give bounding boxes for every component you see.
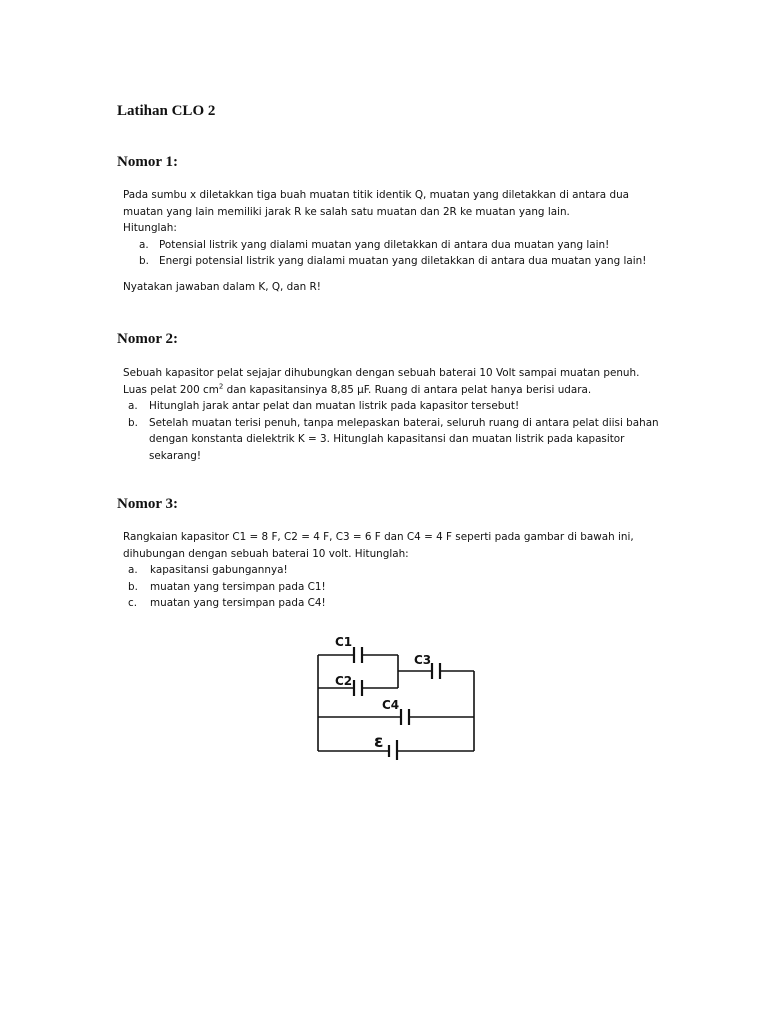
list-text: kapasitansi gabungannya! xyxy=(150,564,288,576)
q1-intro: Pada sumbu x diletakkan tiga buah muatan titik identik Q, muatan yang diletakkan di antara dua muatan yang lain memiliki jarak R ke salah satu muatan dan 2R ke muatan yang lain. xyxy=(123,189,630,218)
c2-label: C2 xyxy=(335,674,353,688)
q3-heading: Nomor 3: xyxy=(117,496,178,512)
list-item xyxy=(123,253,663,270)
q3-body xyxy=(123,529,643,612)
c1-label: C1 xyxy=(335,635,353,649)
q1-heading: Nomor 1: xyxy=(117,154,178,170)
list-marker: a. xyxy=(128,400,138,412)
list-item xyxy=(123,237,663,254)
q2-heading: Nomor 2: xyxy=(117,331,178,347)
c4-label: C4 xyxy=(382,698,400,712)
q1-ask: Hitunglah: xyxy=(123,222,177,234)
q1-note: Nyatakan jawaban dalam K, Q, dan R! xyxy=(123,280,321,293)
list-item xyxy=(123,398,663,415)
list-marker: b. xyxy=(128,416,138,429)
q2-body xyxy=(123,365,663,464)
document-title: Latihan CLO 2 xyxy=(117,103,216,119)
list-marker: b. xyxy=(139,255,149,267)
list-item xyxy=(123,595,643,612)
list-text: Hitunglah jarak antar pelat dan muatan listrik pada kapasitor tersebut! xyxy=(149,400,520,412)
q2-area-prefix: Luas pelat 200 cm xyxy=(123,383,219,396)
list-text: Potensial listrik yang dialami muatan yang diletakkan di antara dua muatan yang lain! xyxy=(159,238,610,251)
q2-list xyxy=(123,398,663,464)
emf-label: ε xyxy=(374,732,384,752)
q3-intro: Rangkaian kapasitor C1 = 8 F, C2 = 4 F, C3 = 6 F dan C4 = 4 F seperti pada gambar di bawah ini, dihubungan dengan sebuah baterai 10 volt. Hitunglah: xyxy=(123,531,634,560)
q1-list xyxy=(123,237,663,270)
list-item xyxy=(123,415,669,465)
q1-body xyxy=(123,187,663,295)
list-text: Setelah muatan terisi penuh, tanpa melepaskan baterai, seluruh ruang di antara pelat diisi bahan dengan konstanta dielektrik K = 3. Hitunglah kapasitansi dan muatan listrik pada kapasitor sekarang! xyxy=(149,416,659,462)
list-marker: b. xyxy=(128,580,138,593)
list-text: muatan yang tersimpan pada C4! xyxy=(150,597,326,609)
list-item xyxy=(123,562,643,579)
q2-intro-line2 xyxy=(123,382,663,399)
list-text: muatan yang tersimpan pada C1! xyxy=(150,580,326,593)
list-text: Energi potensial listrik yang dialami muatan yang diletakkan di antara dua muatan yang lain! xyxy=(159,255,647,267)
q3-list xyxy=(123,562,643,612)
q2-intro-line1: Sebuah kapasitor pelat sejajar dihubungkan dengan sebuah baterai 10 Volt sampai muatan penuh. xyxy=(123,367,640,379)
list-marker: a. xyxy=(128,564,138,576)
capacitor-circuit-diagram xyxy=(300,625,490,760)
q2-area-suffix: dan kapasitansinya 8,85 µF. Ruang di antara pelat hanya berisi udara. xyxy=(223,383,592,396)
list-marker: c. xyxy=(128,597,138,609)
q2-area-superscript: 2 xyxy=(218,382,224,391)
list-item xyxy=(123,579,643,596)
c3-label: C3 xyxy=(414,653,432,667)
list-marker: a. xyxy=(139,238,149,251)
